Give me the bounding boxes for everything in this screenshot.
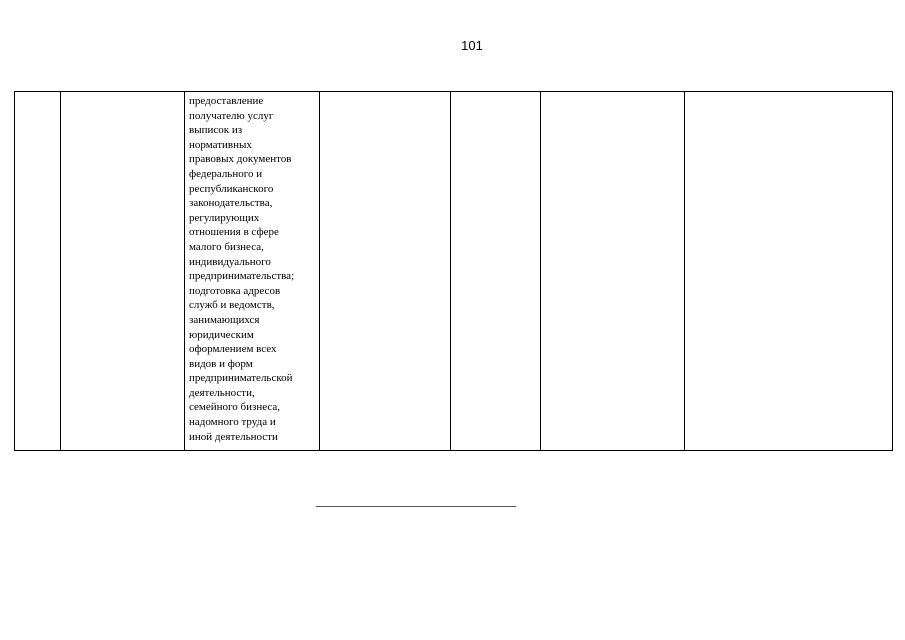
description-line: правовых документов xyxy=(189,153,292,166)
description-line: отношения в сфере xyxy=(189,226,279,239)
table-cell-col4 xyxy=(320,92,451,451)
table-cell-col2 xyxy=(61,92,185,451)
description-line: индивидуального xyxy=(189,255,271,268)
description-line: выписок из xyxy=(189,124,243,137)
description-line: получателю услуг xyxy=(189,109,274,122)
description-line: надомного труда и xyxy=(189,416,276,429)
description-line: оформлением всех xyxy=(189,343,277,356)
description-line: занимающихся xyxy=(189,313,260,326)
description-line: регулирующих xyxy=(189,211,260,224)
description-line: деятельности, xyxy=(189,386,255,399)
description-line: предпринимательской xyxy=(189,372,293,385)
description-line: предоставление xyxy=(189,95,264,107)
document-table xyxy=(14,91,893,451)
description-line: нормативных xyxy=(189,138,252,151)
description-line: видов и форм xyxy=(189,357,253,370)
footnote-separator xyxy=(316,506,516,507)
table-cell-col6 xyxy=(541,92,685,451)
description-line: иной деятельности xyxy=(189,430,278,443)
table-cell-col1 xyxy=(15,92,61,451)
table-cell-col7 xyxy=(685,92,893,451)
description-line: малого бизнеса, xyxy=(189,240,264,253)
table-cell-col5 xyxy=(451,92,541,451)
description-line: юридическим xyxy=(189,328,254,341)
page-number: 101 xyxy=(461,38,483,53)
description-line: федерального и xyxy=(189,167,263,180)
description-text xyxy=(189,94,315,444)
table-cell-description xyxy=(185,92,320,451)
description-line: семейного бизнеса, xyxy=(189,401,281,414)
table-row xyxy=(15,92,893,451)
description-line: предпринимательства; xyxy=(189,270,295,283)
description-line: служб и ведомств, xyxy=(189,299,275,312)
description-line: законодательства, xyxy=(189,197,273,210)
description-line: подготовка адресов xyxy=(189,284,281,297)
description-line: республиканского xyxy=(189,182,274,195)
